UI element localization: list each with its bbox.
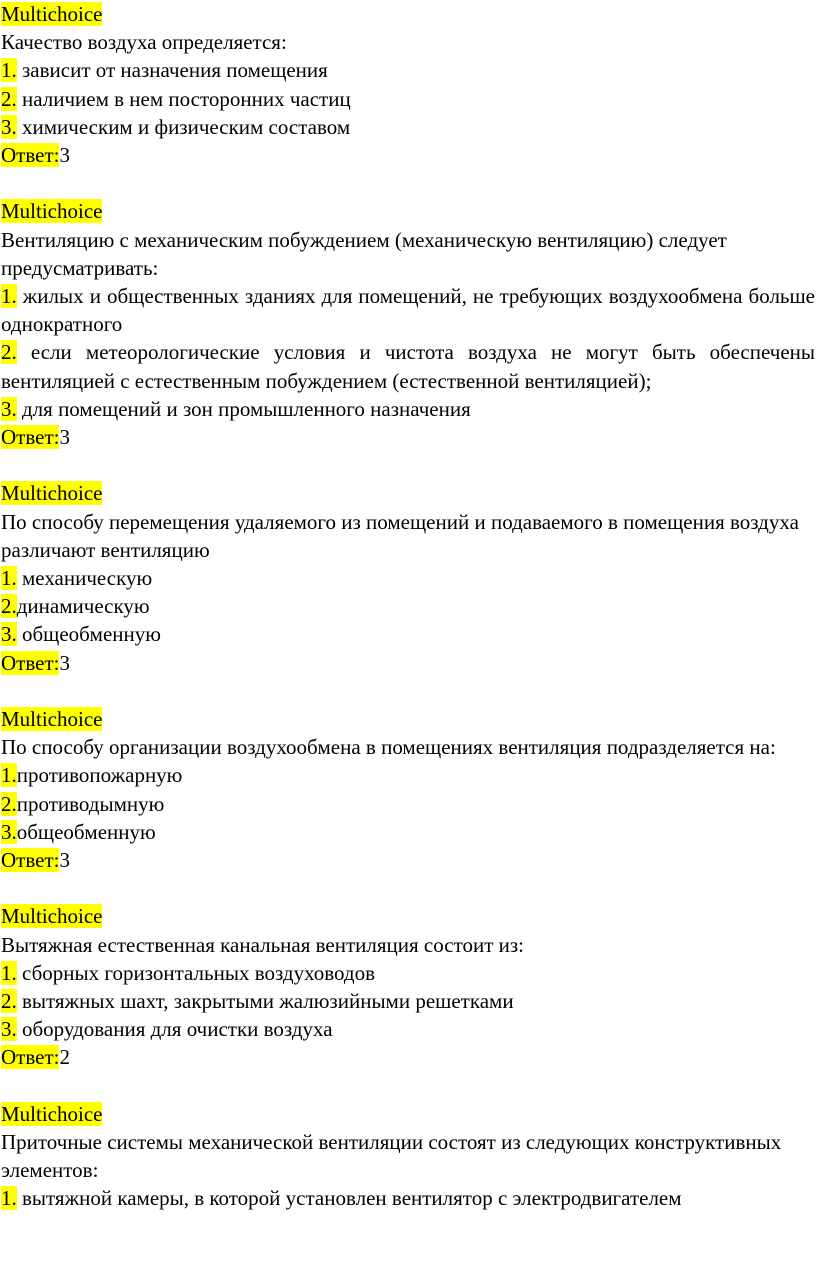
answer-option <box>1 395 815 423</box>
answer-label: Ответ: <box>1 143 60 168</box>
option-number: 1. <box>1 960 17 985</box>
option-number: 3. <box>1 396 17 421</box>
option-text: противопожарную <box>16 763 183 788</box>
option-text: если метеорологические условия и чистота воздуха не могут быть обеспечены вентиляцией с естественным побуждением (естественной вентиляцией); <box>1 340 815 393</box>
question-text: Вытяжная естественная канальная вентиляция состоит из: <box>1 932 525 957</box>
question-text: По способу перемещения удаляемого из помещений и подаваемого в помещения воздуха различают вентиляцию <box>1 509 799 562</box>
answer-value: 3 <box>59 848 70 873</box>
option-text: общеобменную <box>16 819 156 844</box>
option-text: зависит от назначения помещения <box>16 58 328 83</box>
option-number: 1. <box>1 284 17 309</box>
option-text: жилых и общественных зданиях для помещений, не требующих воздухообмена больше однократного <box>1 284 815 337</box>
option-number: 2. <box>1 791 17 816</box>
answer-option <box>1 620 815 648</box>
option-number: 3. <box>1 114 17 139</box>
answer-option <box>1 959 815 987</box>
question-block <box>1 479 815 676</box>
option-text: химическим и физическим составом <box>16 114 351 139</box>
answer-option <box>1 113 815 141</box>
answer-option <box>1 1184 815 1212</box>
answer-option <box>1 56 815 84</box>
question-type-label: Multichoice <box>1 199 103 224</box>
option-number: 2. <box>1 594 17 619</box>
answer-label: Ответ: <box>1 1045 60 1070</box>
option-number: 1. <box>1 566 17 591</box>
option-number: 1. <box>1 58 17 83</box>
question-block <box>1 197 815 451</box>
question-text: Приточные системы механической вентиляции состоят из следующих конструктивных элементов: <box>1 1130 782 1183</box>
option-number: 2. <box>1 989 17 1014</box>
option-number: 1. <box>1 1186 17 1211</box>
answer-value: 2 <box>59 1045 70 1070</box>
option-text: наличием в нем посторонних частиц <box>16 86 351 111</box>
answer-value: 3 <box>59 650 70 675</box>
option-text: динамическую <box>16 594 150 619</box>
option-text: общеобменную <box>16 622 161 647</box>
question-type-label: Multichoice <box>1 481 103 506</box>
question-text: По способу организации воздухообмена в помещениях вентиляция подразделяется на: <box>1 735 776 760</box>
answer-value: 3 <box>59 425 70 450</box>
answer-line <box>1 846 815 874</box>
question-type-label: Multichoice <box>1 2 103 26</box>
answer-option <box>1 85 815 113</box>
question-block <box>1 0 815 169</box>
option-text: вытяжной камеры, в которой установлен вентилятор с электродвигателем <box>16 1186 682 1211</box>
option-number: 3. <box>1 622 17 647</box>
option-number: 3. <box>1 1017 17 1042</box>
answer-option <box>1 1015 815 1043</box>
answer-option <box>1 564 815 592</box>
option-text: механическую <box>16 566 153 591</box>
option-text: оборудования для очистки воздуха <box>16 1017 333 1042</box>
question-type-label: Multichoice <box>1 904 103 929</box>
option-number: 1. <box>1 763 17 788</box>
answer-label: Ответ: <box>1 425 60 450</box>
option-text: противодымную <box>16 791 165 816</box>
option-number: 2. <box>1 86 17 111</box>
question-block <box>1 1100 815 1213</box>
answer-line <box>1 141 815 169</box>
answer-option <box>1 592 815 620</box>
answer-option <box>1 790 815 818</box>
question-type-label: Multichoice <box>1 707 103 732</box>
question-text: Вентиляцию с механическим побуждением (механическую вентиляцию) следует предусматривать: <box>1 227 727 280</box>
option-number: 2. <box>1 340 17 365</box>
answer-option <box>1 338 815 394</box>
answer-option <box>1 987 815 1015</box>
answer-label: Ответ: <box>1 848 60 873</box>
option-text: сборных горизонтальных воздуховодов <box>16 960 376 985</box>
option-text: вытяжных шахт, закрытыми жалюзийными решетками <box>16 989 514 1014</box>
question-type-label: Multichoice <box>1 1101 103 1126</box>
answer-line <box>1 423 815 451</box>
answer-line <box>1 1043 815 1071</box>
answer-label: Ответ: <box>1 650 60 675</box>
answer-option <box>1 761 815 789</box>
option-number: 3. <box>1 819 17 844</box>
question-text: Качество воздуха определяется: <box>1 30 287 55</box>
question-block <box>1 902 815 1071</box>
answer-value: 3 <box>59 143 70 168</box>
answer-line <box>1 649 815 677</box>
question-block <box>1 705 815 874</box>
option-text: для помещений и зон промышленного назначения <box>16 396 471 421</box>
answer-option <box>1 282 815 338</box>
answer-option <box>1 818 815 846</box>
